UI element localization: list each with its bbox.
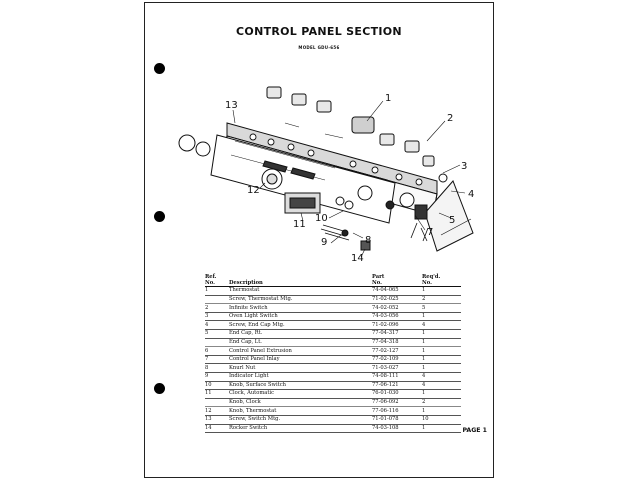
- cell-ref: 3: [205, 312, 229, 321]
- cell-description: Oven Light Switch: [229, 312, 372, 321]
- model-number: MODEL GDU-656: [298, 45, 340, 50]
- cell-quantity: 2: [422, 295, 461, 304]
- cell-part-number: 77-02-127: [372, 347, 422, 356]
- knob-surface-switch: [358, 186, 372, 200]
- table-row: [205, 407, 461, 416]
- document-page: [144, 2, 494, 478]
- binder-hole-middle: [154, 211, 165, 222]
- infinite-switch: [380, 134, 394, 145]
- knob-surface-switch: [179, 135, 195, 151]
- cell-part-number: 71-02-096: [372, 321, 422, 330]
- cell-quantity: 1: [422, 364, 461, 373]
- binder-hole-top: [154, 63, 165, 74]
- cell-ref: 6: [205, 347, 229, 356]
- cell-part-number: 71-01-078: [372, 415, 422, 424]
- page-number: PAGE 1: [462, 427, 487, 434]
- table-row: [205, 312, 461, 321]
- cell-part-number: 77-04-317: [372, 329, 422, 338]
- cell-ref: 10: [205, 381, 229, 390]
- cell-quantity: 4: [422, 381, 461, 390]
- callout-12: 12: [247, 185, 260, 196]
- callout-9: 9: [321, 237, 328, 248]
- cell-part-number: 74-03-056: [372, 312, 422, 321]
- callout-10: 10: [315, 213, 328, 224]
- table-row: [205, 338, 461, 347]
- cell-quantity: 10: [422, 415, 461, 424]
- cell-quantity: 1: [422, 424, 461, 433]
- cell-ref: 4: [205, 321, 229, 330]
- cell-ref: 13: [205, 415, 229, 424]
- cell-quantity: 1: [422, 390, 461, 399]
- cell-description: Screw, Thermostat Mtg.: [229, 295, 372, 304]
- callout-2: 2: [447, 113, 454, 124]
- callout-5: 5: [449, 215, 456, 226]
- thermostat: [352, 117, 374, 133]
- table-row: [205, 321, 461, 330]
- cell-part-number: 77-06-092: [372, 398, 422, 407]
- exploded-view-diagram: [175, 63, 481, 268]
- oven-light-switch: [423, 156, 434, 166]
- cell-ref: 2: [205, 304, 229, 313]
- cell-quantity: 1: [422, 312, 461, 321]
- cell-description: Control Panel Extrusion: [229, 347, 372, 356]
- indicator-light: [386, 201, 394, 209]
- cell-ref: [205, 398, 229, 407]
- cell-quantity: 1: [422, 355, 461, 364]
- table-row: [205, 304, 461, 313]
- table-row: [205, 347, 461, 356]
- cell-description: Knob, Surface Switch: [229, 381, 372, 390]
- cell-ref: 8: [205, 364, 229, 373]
- parts-table-header: [205, 274, 461, 287]
- cell-quantity: 1: [422, 287, 461, 296]
- cell-description: Screw, Switch Mtg.: [229, 415, 372, 424]
- table-row: [205, 398, 461, 407]
- cell-quantity: 2: [422, 398, 461, 407]
- cell-description: Screw, End Cap Mtg.: [229, 321, 372, 330]
- cell-ref: 14: [205, 424, 229, 433]
- col-header-description: Description: [229, 274, 372, 287]
- cell-part-number: 76-01-030: [372, 390, 422, 399]
- callout-7: 7: [427, 227, 434, 238]
- callout-11: 11: [293, 219, 306, 230]
- cell-description: Knurl Nut: [229, 364, 372, 373]
- callout-3: 3: [461, 161, 468, 172]
- parts-list-table: [205, 274, 461, 433]
- cell-description: End Cap, Lt.: [229, 338, 372, 347]
- infinite-switch: [317, 101, 331, 112]
- table-row: [205, 355, 461, 364]
- col-header-part: Part No.: [372, 274, 422, 287]
- cell-quantity: 1: [422, 329, 461, 338]
- end-cap-screw: [439, 174, 447, 182]
- cell-part-number: 74-08-111: [372, 372, 422, 381]
- cell-part-number: 77-06-116: [372, 407, 422, 416]
- knob-clock: [336, 197, 344, 205]
- cell-part-number: 74-03-108: [372, 424, 422, 433]
- binder-hole-bottom: [154, 383, 165, 394]
- cell-quantity: 1: [422, 347, 461, 356]
- table-row: [205, 381, 461, 390]
- cell-quantity: 5: [422, 304, 461, 313]
- table-row: [205, 372, 461, 381]
- callout-13: 13: [225, 100, 238, 111]
- knob-surface-switch: [196, 142, 210, 156]
- cell-part-number: 77-06-121: [372, 381, 422, 390]
- cell-description: Infinite Switch: [229, 304, 372, 313]
- col-header-reqd: Req'd. No.: [422, 274, 461, 287]
- page-title: CONTROL PANEL SECTION: [236, 25, 402, 38]
- col-header-ref: Ref. No.: [205, 274, 229, 287]
- knob-clock: [345, 201, 353, 209]
- rocker-switch: [415, 205, 427, 219]
- cell-description: Thermostat: [229, 287, 372, 296]
- cell-ref: 1: [205, 287, 229, 296]
- cell-ref: 12: [205, 407, 229, 416]
- callout-4: 4: [468, 189, 475, 200]
- cell-ref: 5: [205, 329, 229, 338]
- cell-part-number: 74-02-052: [372, 304, 422, 313]
- table-row: [205, 287, 461, 296]
- cell-description: Rocker Switch: [229, 424, 372, 433]
- parts-table-body: [205, 287, 461, 433]
- cell-description: End Cap, Rt.: [229, 329, 372, 338]
- cell-description: Knob, Thermostat: [229, 407, 372, 416]
- cell-quantity: 4: [422, 372, 461, 381]
- callout-1: 1: [385, 93, 392, 104]
- cell-part-number: 77-04-318: [372, 338, 422, 347]
- knob-surface-switch: [400, 193, 414, 207]
- cell-quantity: 1: [422, 338, 461, 347]
- table-row: [205, 295, 461, 304]
- infinite-switch: [405, 141, 419, 152]
- cell-quantity: 4: [422, 321, 461, 330]
- callout-8: 8: [365, 235, 372, 246]
- cell-description: Clock, Automatic: [229, 390, 372, 399]
- cell-part-number: 71-03-027: [372, 364, 422, 373]
- cell-description: Knob, Clock: [229, 398, 372, 407]
- table-row: [205, 364, 461, 373]
- cell-part-number: 77-02-109: [372, 355, 422, 364]
- cell-ref: 9: [205, 372, 229, 381]
- cell-ref: [205, 338, 229, 347]
- cell-part-number: 74-04-065: [372, 287, 422, 296]
- cell-ref: [205, 295, 229, 304]
- cell-description: Control Panel Inlay: [229, 355, 372, 364]
- infinite-switch: [292, 94, 306, 105]
- table-row: [205, 415, 461, 424]
- table-row: [205, 424, 461, 433]
- cell-ref: 11: [205, 390, 229, 399]
- callout-14: 14: [351, 253, 364, 264]
- cell-ref: 7: [205, 355, 229, 364]
- cell-quantity: 1: [422, 407, 461, 416]
- cell-description: Indicator Light: [229, 372, 372, 381]
- table-row: [205, 329, 461, 338]
- cell-part-number: 71-02-025: [372, 295, 422, 304]
- table-row: [205, 390, 461, 399]
- infinite-switch: [267, 87, 281, 98]
